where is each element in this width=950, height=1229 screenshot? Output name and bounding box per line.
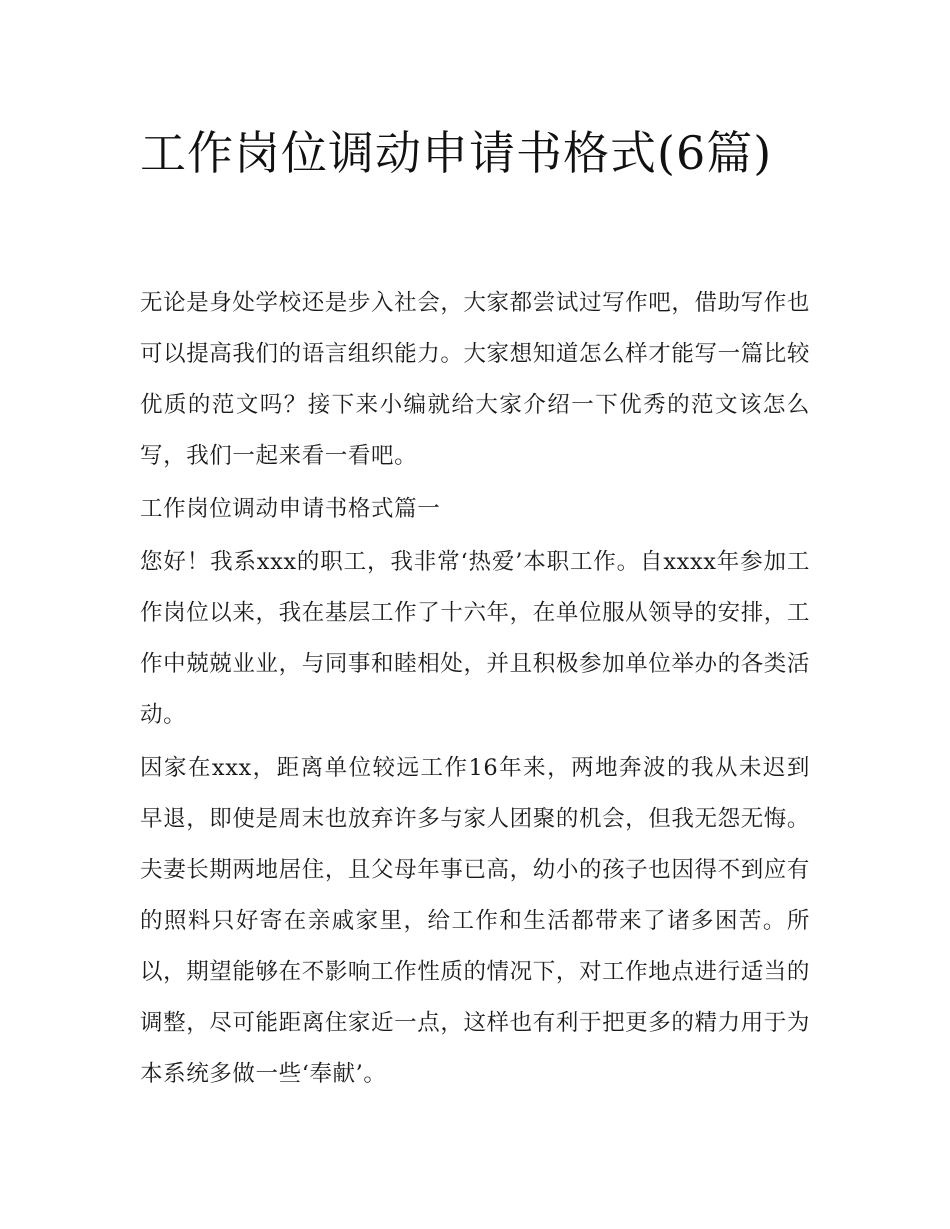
document-title: 工作岗位调动申请书格式(6篇) — [140, 126, 773, 180]
document-body — [140, 278, 810, 1102]
body-paragraph: 因家在xxx，距离单位较远工作16年来，两地奔波的我从未迟到早退，即使是周末也放弃许多与家人团聚的机会，但我无怨无悔。夫妻长期两地居住，且父母年事已高，幼小的孩子也因得不到应有的照料只好寄在亲戚家里，给工作和生活都带来了诸多困苦。所以，期望能够在不影响工作性质的情况下，对工作地点进行适当的调整，尽可能距离住家近一点，这样也有利于把更多的精力用于为本系统多做一些‘奉献’。 — [140, 755, 810, 1087]
intro-paragraph: 无论是身处学校还是步入社会，大家都尝试过写作吧，借助写作也可以提高我们的语言组织能力。大家想知道怎么样才能写一篇比较优质的范文吗？接下来小编就给大家介绍一下优秀的范文该怎么写，我们一起来看一看吧。 — [140, 290, 810, 469]
body-paragraph: 您好！我系xxx的职工，我非常‘热爱’本职工作。自xxxx年参加工作岗位以来，我在基层工作了十六年，在单位服从领导的安排，工作中兢兢业业，与同事和睦相处，并且积极参加单位举办的各类活动。 — [140, 549, 810, 728]
section-heading: 工作岗位调动申请书格式篇一 — [140, 496, 441, 522]
